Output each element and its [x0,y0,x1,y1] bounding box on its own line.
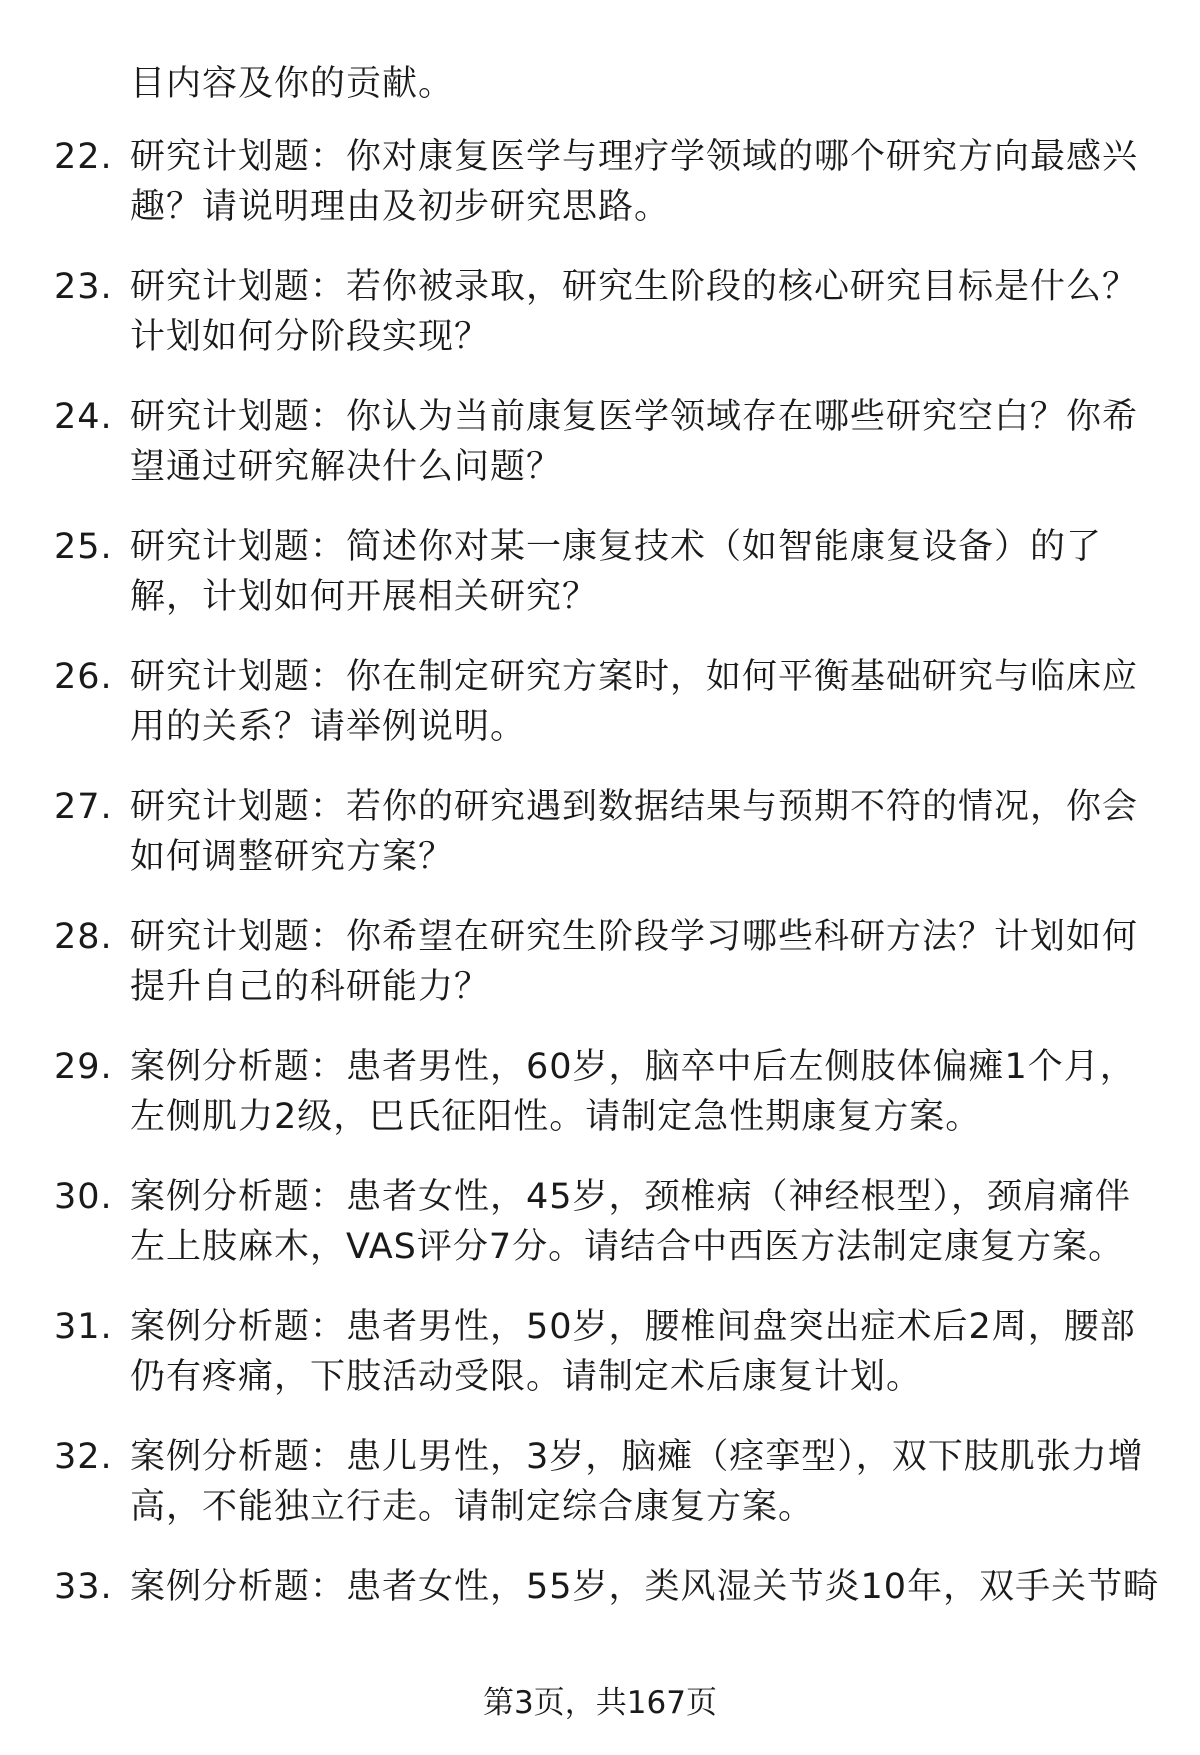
question-number: 25. [54,527,113,567]
question-line: 案例分析题：患者女性，55岁，类风湿关节炎10年，双手关节畸 [130,1567,1160,1607]
question-line: 研究计划题：简述你对某一康复技术（如智能康复设备）的了 [130,527,1103,567]
question-text [130,1562,1170,1612]
question-line: 提升自己的科研能力？ [130,967,491,1007]
question-line: 趣？请说明理由及初步研究思路。 [130,187,671,227]
question-line: 研究计划题：你希望在研究生阶段学习哪些科研方法？计划如何 [130,917,1139,957]
question-number: 23. [54,267,113,307]
question-line: 仍有疼痛，下肢活动受限。请制定术后康复计划。 [130,1357,923,1397]
question-line: 案例分析题：患者女性，45岁，颈椎病（神经根型），颈肩痛伴 [130,1177,1132,1217]
question-text [130,1042,1170,1142]
question-text [130,1302,1170,1402]
question-line: 解，计划如何开展相关研究？ [130,577,599,617]
question-line: 计划如何分阶段实现？ [130,317,491,357]
question-line: 案例分析题：患者男性，60岁，脑卒中后左侧肢体偏瘫1个月， [130,1047,1136,1087]
question-line: 用的关系？请举例说明。 [130,707,527,747]
page-number-footer: 第3页，共167页 [483,1685,717,1721]
question-text [130,782,1170,882]
question-line: 研究计划题：若你被录取，研究生阶段的核心研究目标是什么？ [130,267,1139,307]
question-number: 27. [54,787,113,827]
question-number: 24. [54,397,113,437]
question-line: 研究计划题：你在制定研究方案时，如何平衡基础研究与临床应 [130,657,1139,697]
question-line: 研究计划题：你认为当前康复医学领域存在哪些研究空白？你希 [130,397,1139,437]
question-text [130,132,1170,232]
question-text [130,392,1170,492]
question-line: 左上肢麻木，VAS评分7分。请结合中西医方法制定康复方案。 [130,1227,1125,1267]
question-text [130,262,1170,362]
question-number: 33. [54,1567,113,1607]
question-number: 28. [54,917,113,957]
question-text [130,522,1170,622]
question-text [130,1172,1170,1272]
question-line: 研究计划题：你对康复医学与理疗学领域的哪个研究方向最感兴 [130,137,1139,177]
continued-line: 目内容及你的贡献。 [130,64,455,104]
question-line: 研究计划题：若你的研究遇到数据结果与预期不符的情况，你会 [130,787,1139,827]
question-number: 22. [54,137,113,177]
question-number: 30. [54,1177,113,1217]
question-text [130,1432,1170,1532]
question-line: 高，不能独立行走。请制定综合康复方案。 [130,1487,815,1527]
question-line: 左侧肌力2级，巴氏征阳性。请制定急性期康复方案。 [130,1097,982,1137]
question-text [130,912,1170,1012]
question-text [130,652,1170,752]
question-number: 31. [54,1307,113,1347]
question-number: 32. [54,1437,113,1477]
question-line: 如何调整研究方案？ [130,837,455,877]
question-line: 案例分析题：患者男性，50岁，腰椎间盘突出症术后2周，腰部 [130,1307,1136,1347]
question-line: 案例分析题：患儿男性，3岁，脑瘫（痉挛型），双下肢肌张力增 [130,1437,1144,1477]
question-number: 29. [54,1047,113,1087]
question-line: 望通过研究解决什么问题？ [130,447,563,487]
question-number: 26. [54,657,113,697]
